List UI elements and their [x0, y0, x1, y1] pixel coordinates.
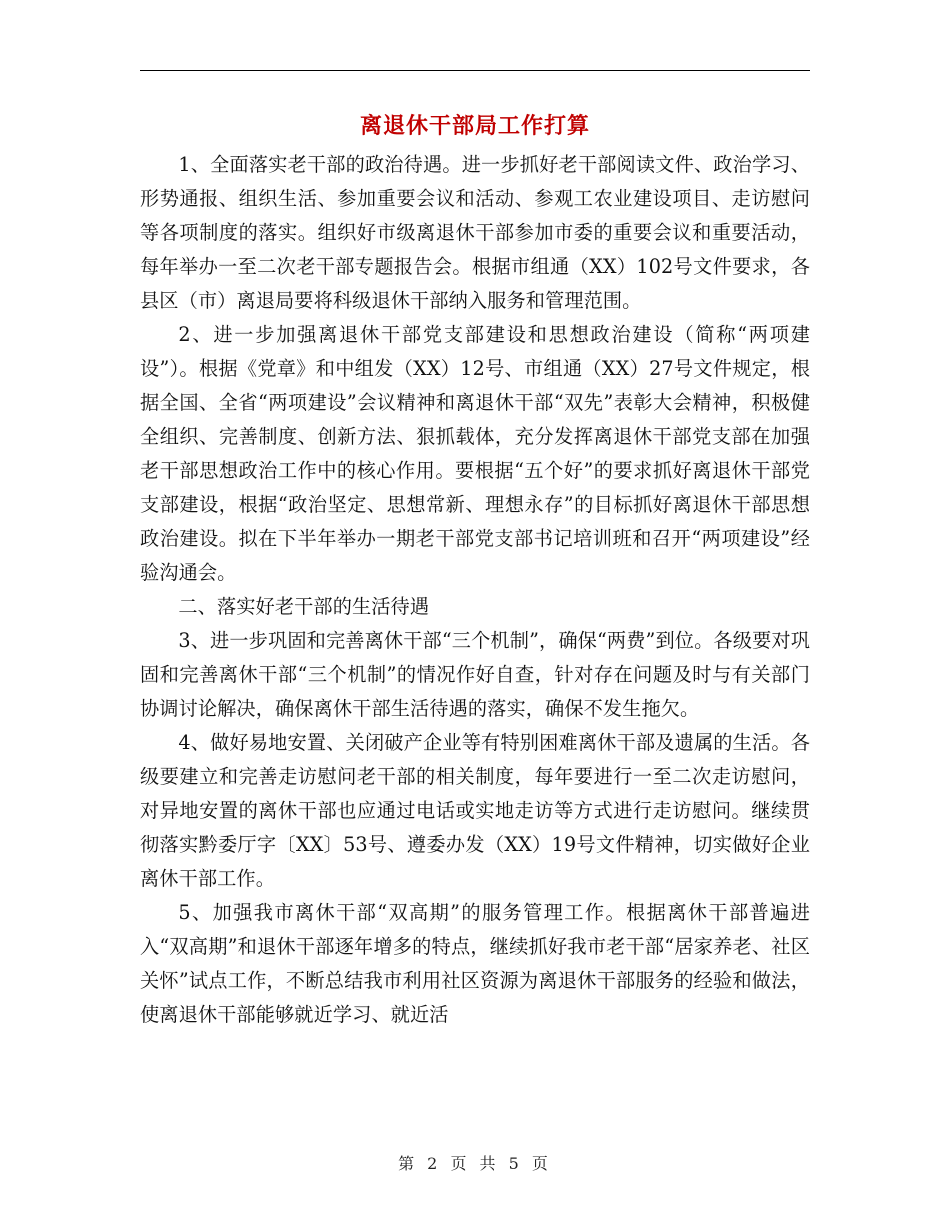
document-body — [140, 148, 810, 1032]
paragraph-4: 4、做好易地安置、关闭破产企业等有特别困难离休干部及遗属的生活。各级要建立和完善走访慰问老干部的相关制度，每年要进行一至二次走访慰问，对异地安置的离休干部也应通过电话或实地走访等方式进行走访慰问。继续贯彻落实黔委厅字〔XX〕53号、遵委办发（XX）19号文件精神，切实做好企业离休干部工作。 — [140, 731, 810, 890]
page-number: 第 2 页 共 5 页 — [398, 1154, 552, 1173]
header-rule — [140, 70, 810, 71]
section-heading-2: 二、落实好老干部的生活待遇 — [178, 595, 430, 618]
paragraph-2: 2、进一步加强离退休干部党支部建设和思想政治建设（简称“两项建设”）。根据《党章》和中组发（XX）12号、市组通（XX）27号文件规定，根据全国、全省“两项建设”会议精神和离退休干部“双先”表彰大会精神，积极健全组织、完善制度、创新方法、狠抓载体，充分发挥离退休干部党支部在加强老干部思想政治工作中的核心作用。要根据“五个好”的要求抓好离退休干部党支部建设，根据“政治坚定、思想常新、理想永存”的目标抓好离退休干部思想政治建设。拟在下半年举办一期老干部党支部书记培训班和召开“两项建设”经验沟通会。 — [140, 323, 810, 584]
paragraph-1: 1、全面落实老干部的政治待遇。进一步抓好老干部阅读文件、政治学习、形势通报、组织生活、参加重要会议和活动、参观工农业建设项目、走访慰问等各项制度的落实。组织好市级离退休干部参加市委的重要会议和重要活动，每年举办一至二次老干部专题报告会。根据市组通（XX）102号文件要求，各县区（市）离退局要将科级退休干部纳入服务和管理范围。 — [140, 153, 810, 312]
paragraph-5: 5、加强我市离休干部“双高期”的服务管理工作。根据离休干部普遍进入“双高期”和退休干部逐年增多的特点，继续抓好我市老干部“居家养老、社区关怀”试点工作，不断总结我市利用社区资源为离退休干部服务的经验和做法，使离退休干部能够就近学习、就近活 — [140, 901, 810, 1026]
paragraph-3: 3、进一步巩固和完善离休干部“三个机制”，确保“两费”到位。各级要对巩固和完善离休干部“三个机制”的情况作好自查，针对存在问题及时与有关部门协调讨论解决，确保离休干部生活待遇的落实，确保不发生拖欠。 — [140, 629, 810, 720]
document-title: 离退休干部局工作打算 — [359, 113, 590, 139]
